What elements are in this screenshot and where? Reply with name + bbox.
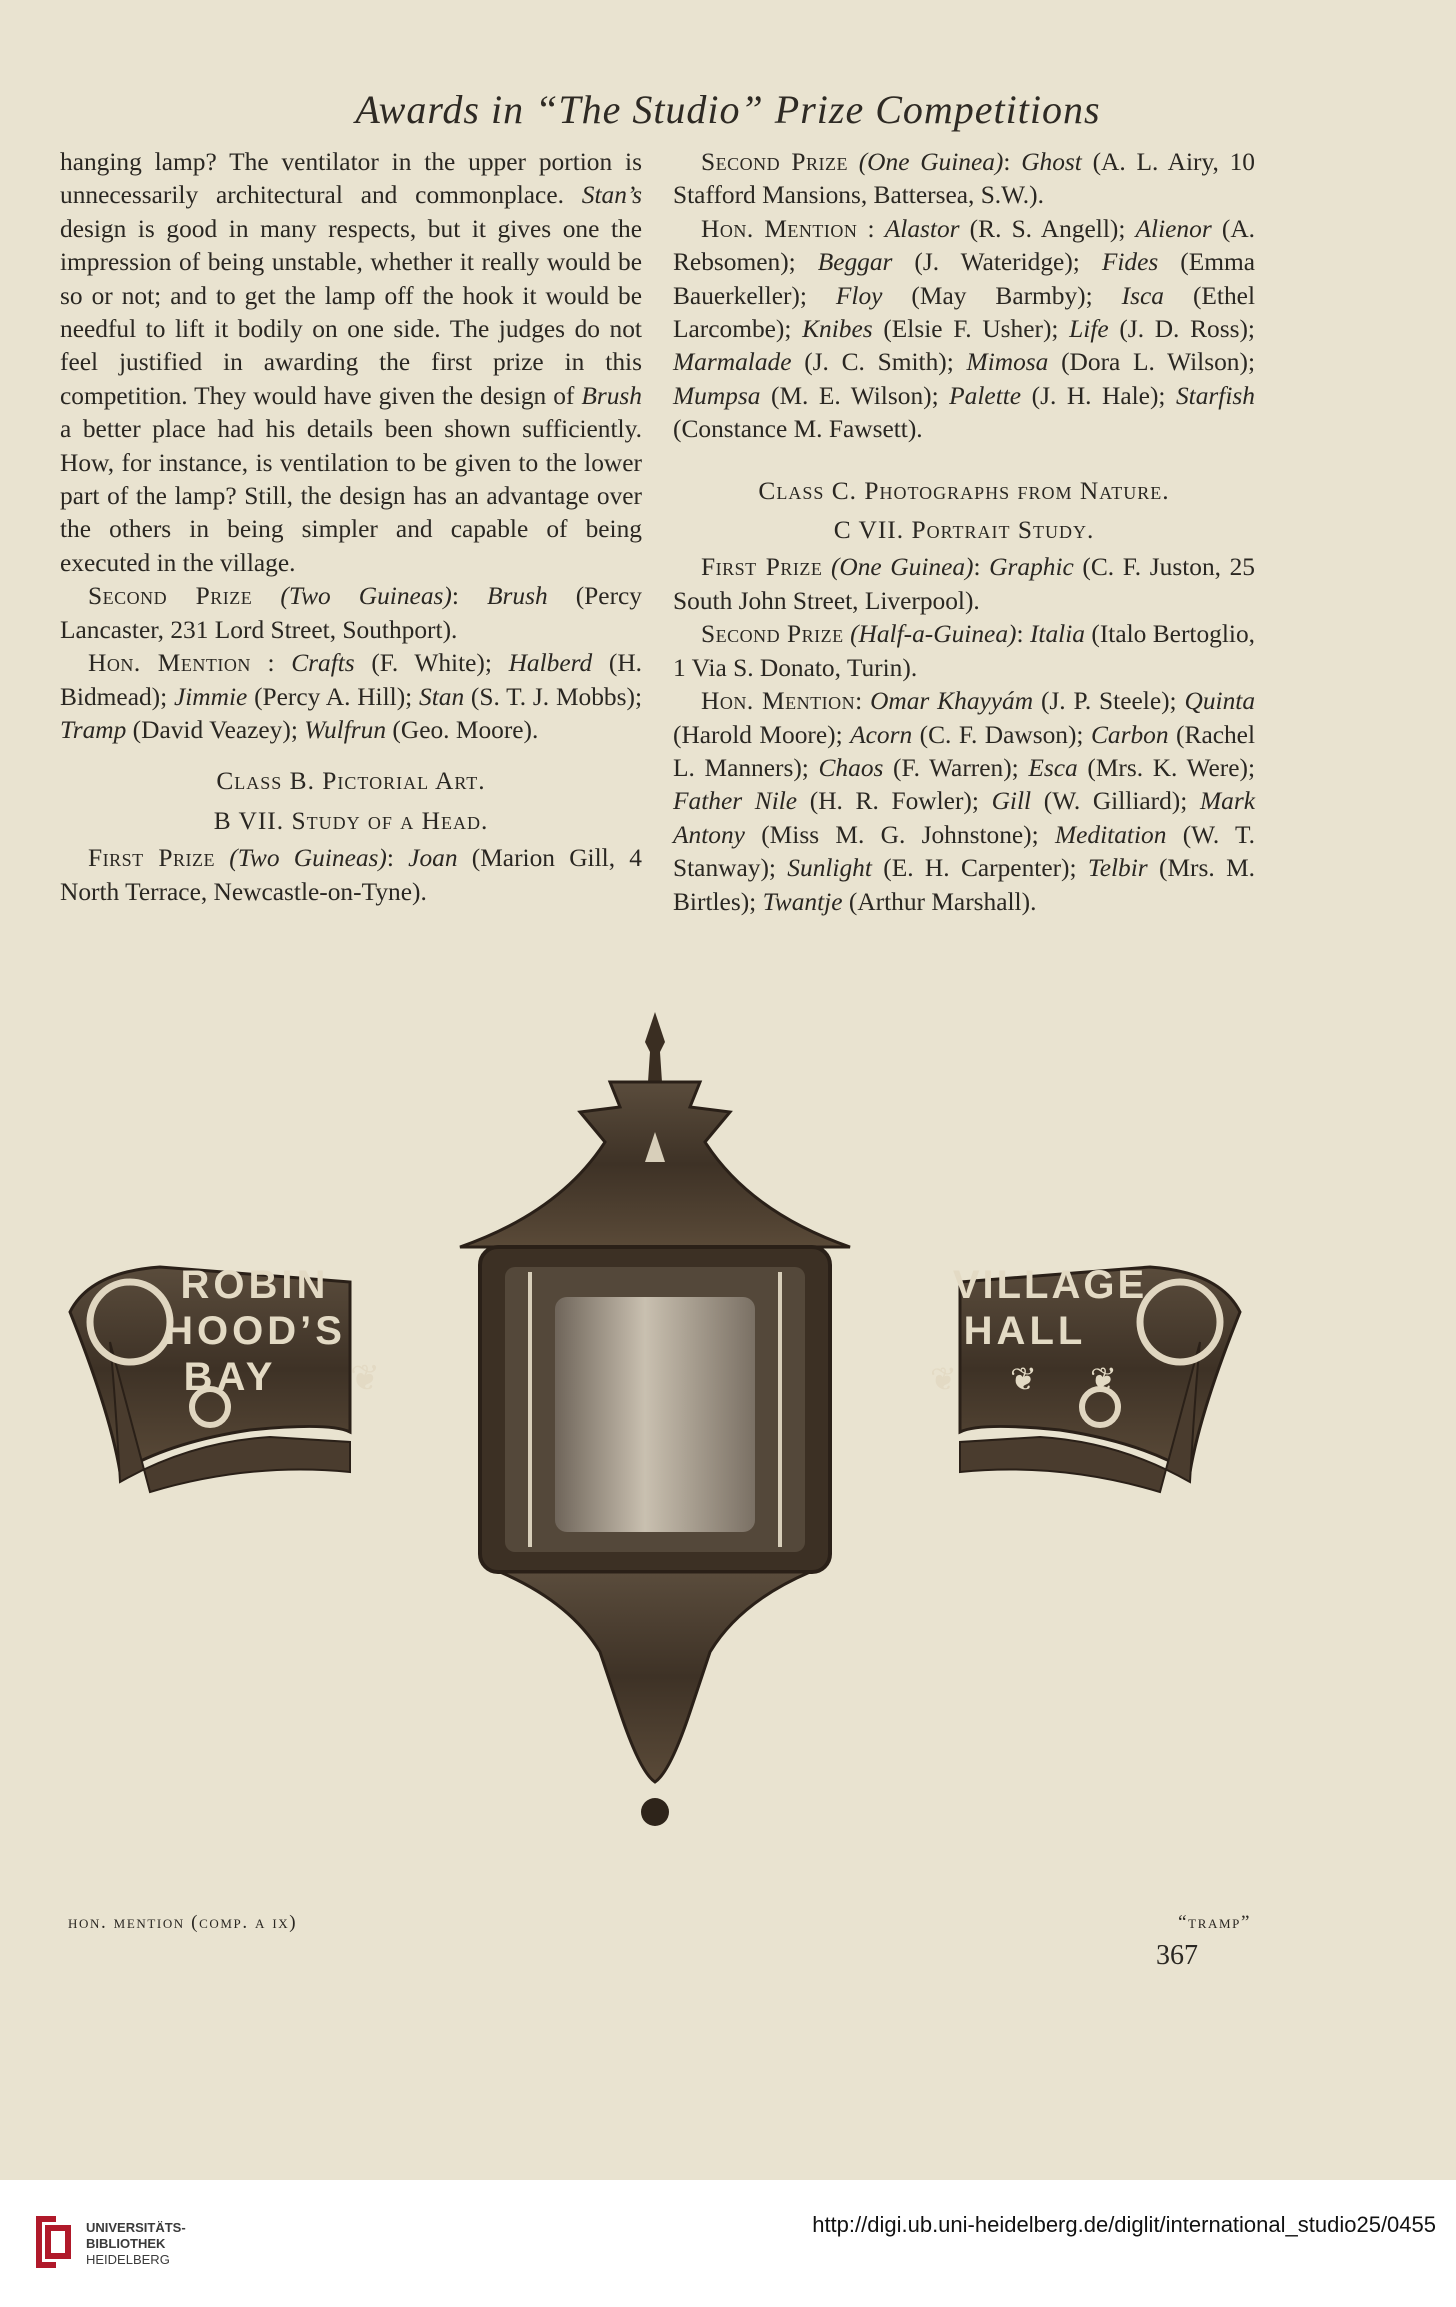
winner-details: (J. D. Ross); (1108, 315, 1255, 344)
svg-text:❦: ❦ (1090, 1360, 1117, 1398)
lamp-glass (555, 1297, 755, 1532)
library-name (86, 2220, 186, 2268)
entry-name: Joan (408, 844, 458, 873)
left-column (60, 146, 642, 909)
page-number: 367 (1156, 1940, 1198, 1971)
winner-details: (M. E. Wilson); (760, 381, 950, 410)
winner-details: (Rachel L. Manners); (673, 720, 1255, 782)
entry-name: Carbon (1090, 720, 1169, 749)
figure-title: “tramp” (1178, 1912, 1251, 1933)
svg-text:❦: ❦ (930, 1360, 957, 1398)
award-label: First Prize (88, 844, 215, 873)
entry-name: Twantje (762, 887, 843, 916)
class-heading: Class B. Pictorial Art. (216, 767, 486, 796)
digitization-footer (0, 2180, 1456, 2307)
award-amount: (Two Guineas) (229, 844, 387, 873)
entry-name: Crafts (291, 649, 355, 678)
award-amount: (One Guinea) (830, 553, 974, 582)
text: design is good in many respects, but it gives one the impression of being unstable, whether it really would be so or not; and to get the lamp off the hook it would be needful to lift it bodily on one side. The judges do not feel justified in awarding the first prize in this competition. They would have given the design of (60, 214, 642, 410)
award-label: Hon. Mention (701, 687, 856, 716)
text: hanging lamp? The ventilator in the upper portion is unnecessarily architectural and commonplace. (60, 148, 642, 210)
entry-name: Palette (949, 381, 1022, 410)
winner-details: (A. Rebsomen); (673, 214, 1256, 277)
entry-name: Halberd (508, 649, 593, 678)
entry-name: Telbir (1087, 854, 1148, 883)
section-heading: C VII. Portrait Study. (833, 516, 1095, 545)
lamp-base (500, 1572, 810, 1782)
winner-details: (C. F. Dawson); (912, 720, 1091, 749)
entry-name: Ghost (1021, 148, 1082, 176)
sign-text-village: VILLAGE (952, 1263, 1148, 1307)
winner-details: (Ethel Larcombe); (673, 281, 1255, 344)
winner-details: (Percy Lancaster, 231 Lord Street, Southport). (60, 582, 642, 644)
entry-name: Starfish (1175, 381, 1255, 410)
award-second-prize: Second Prize (One Guinea): Ghost (A. L. Airy, 10 Stafford Mansions, Battersea, S.W.). (673, 148, 1255, 210)
entry-name: Italia (1029, 620, 1085, 649)
winner-details: (Marion Gill, 4 North Terrace, Newcastle-on-Tyne). (60, 844, 642, 906)
sign-text-hoods: HOOD’S (164, 1309, 346, 1353)
entry-name: Mumpsa (673, 381, 761, 410)
running-head: Awards in “The Studio” Prize Competitions (355, 87, 1101, 132)
winner-details: (David Veazey); (126, 715, 305, 744)
entry-name: Beggar (817, 248, 893, 277)
entry-name: Mark Antony (673, 787, 1255, 849)
entry-name: Alastor (884, 214, 960, 243)
winner-details: (W. T. Stanway); (673, 820, 1255, 883)
winner-details: (Emma Bauerkeller); (673, 248, 1255, 310)
winner-details: (Mrs. K. Were); (1077, 753, 1256, 782)
award-amount: (Two Guineas) (280, 582, 452, 611)
winner-details: (Arthur Marshall). (842, 887, 1037, 916)
entry-name: Esca (1028, 753, 1078, 782)
entry-name: Meditation (1055, 820, 1167, 849)
entry-name: Brush (581, 381, 642, 410)
entry-name: Sunlight (787, 854, 872, 883)
svg-text:❦: ❦ (1010, 1360, 1037, 1398)
award-label: Second Prize (701, 620, 844, 649)
paragraph (60, 146, 642, 580)
winner-details: (Elsie F. Usher); (872, 315, 1070, 344)
text: a better place had his details been shown sufficiently. How, for instance, is ventilation to be given to the lower part of the lamp? Still, the design has an advantage over the others in being simpler and capable of being executed in the village. (60, 415, 642, 577)
winner-details: (J. C. Smith); (791, 348, 967, 377)
entry-name: Father Nile (673, 787, 798, 816)
winner-details: (W. Gilliard); (1031, 787, 1200, 816)
entry-name: Mimosa (966, 348, 1049, 377)
award-label: First Prize (701, 553, 823, 582)
award-second-prize: Second Prize (Half-a-Guinea): Italia (Italo Bertoglio, 1 Via S. Donato, Turin). (673, 620, 1256, 682)
library-name-line: BIBLIOTHEK (86, 2236, 166, 2251)
figure-caption: hon. mention (comp. a ix) (68, 1912, 298, 1933)
entry-name: Knibes (802, 315, 873, 344)
winner-details: (Geo. Moore). (386, 715, 539, 744)
winner-details: (Harold Moore); (673, 720, 851, 749)
entry-name: Stan’s (581, 181, 642, 210)
entry-name: Graphic (989, 553, 1074, 582)
winner-details: (H. R. Fowler); (797, 787, 992, 816)
winner-details: (May Barmby); (882, 281, 1122, 310)
winner-details: (Italo Bertoglio, 1 Via S. Donato, Turin). (673, 620, 1256, 682)
entry-name: Acorn (850, 720, 913, 749)
lamp-finial (645, 1012, 665, 1082)
award-label: Second Prize (701, 148, 848, 176)
entry-name: Chaos (818, 753, 884, 782)
award-label: Hon. Mention (701, 214, 858, 243)
winner-details: (E. H. Carpenter); (871, 854, 1088, 883)
sign-text-robin: ROBIN (180, 1263, 330, 1307)
entry-name: Omar Khayyám (870, 687, 1034, 716)
award-first-prize: First Prize (Two Guineas): Joan (Marion Gill, 4 North Terrace, Newcastle-on-Tyne). (60, 844, 642, 906)
library-logo-icon (30, 2212, 74, 2272)
lamp-drop (641, 1798, 669, 1826)
award-second-prize: Second Prize (Two Guineas): Brush (Percy Lancaster, 231 Lord Street, Southport). (60, 582, 642, 644)
entry-name: Tramp (60, 715, 127, 744)
entry-name: Life (1069, 315, 1109, 344)
entry-name: Fides (1101, 248, 1159, 277)
right-column (673, 146, 1255, 919)
winner-details: (F. White); (354, 649, 509, 678)
award-hon-mention: Hon. Mention : Alastor (R. S. Angell); Alienor (A. Rebsomen); Beggar (J. Wateridge); Fides (Emma Bauerkeller); Floy (May Barmby); Isca (Ethel Larcombe); Knibes (Elsie F. Usher); Life (J. D. Ross); Marmalade (J. C. Smith); Mimosa (Dora L. Wilson); Mumpsa (M. E. Wilson); Palette (J. H. Hale); Starfish (Constance M. Fawsett). (673, 214, 1256, 444)
lamp-illustration (50, 1012, 1260, 1892)
award-amount: (Half-a-Guinea) (850, 620, 1017, 649)
library-name-line: HEIDELBERG (86, 2252, 170, 2267)
entry-name: Brush (486, 582, 548, 611)
award-hon-mention: Hon. Mention: Omar Khayyám (J. P. Steele); Quinta (Harold Moore); Acorn (C. F. Dawson); Carbon (Rachel L. Manners); Chaos (F. Warren); Esca (Mrs. K. Were); Father Nile (H. R. Fowler); Gill (W. Gilliard); Mark Antony (Miss M. G. Johnstone); Meditation (W. T. Stanway); Sunlight (E. H. Carpenter); Telbir (Mrs. M. Birtles); Twantje (Arthur Marshall). (673, 687, 1256, 916)
winner-details: (Miss M. G. Johnstone); (744, 820, 1055, 849)
winner-details: (J. P. Steele); (1033, 687, 1185, 716)
sign-text-bay: BAY (183, 1355, 277, 1399)
sign-text-hall: HALL (963, 1309, 1087, 1353)
award-first-prize: First Prize (One Guinea): Graphic (C. F. Juston, 25 South John Street, Liverpool). (673, 553, 1255, 615)
winner-details: (Constance M. Fawsett). (673, 415, 923, 444)
winner-details: (A. L. Airy, 10 Stafford Mansions, Battersea, S.W.). (673, 148, 1255, 210)
award-label: Second Prize (88, 582, 253, 611)
entry-name: Jimmie (173, 682, 248, 711)
award-amount: (One Guinea) (858, 148, 1004, 176)
winner-details: (F. Warren); (883, 753, 1029, 782)
winner-details: (C. F. Juston, 25 South John Street, Liverpool). (673, 553, 1255, 615)
winner-details: (S. T. J. Mobbs); (464, 682, 642, 711)
winner-details: (Mrs. M. Birtles); (673, 854, 1255, 916)
class-heading: Class C. Photographs from Nature. (758, 476, 1170, 505)
winner-details: (R. S. Angell); (959, 214, 1136, 243)
winner-details: (Dora L. Wilson); (1048, 348, 1255, 377)
source-url-link[interactable]: http://digi.ub.uni-heidelberg.de/diglit/international_studio25/0455 (812, 2212, 1436, 2237)
entry-name: Quinta (1184, 687, 1256, 716)
entry-name: Alienor (1135, 214, 1212, 243)
lamp-roof (460, 1082, 850, 1247)
winner-details: (Percy A. Hill); (247, 682, 419, 711)
library-name-line: UNIVERSITÄTS- (86, 2220, 186, 2235)
winner-details: (J. Wateridge); (892, 248, 1102, 277)
winner-details: (J. H. Hale); (1021, 381, 1176, 410)
entry-name: Wulfrun (304, 715, 387, 744)
award-hon-mention: Hon. Mention : Crafts (F. White); Halberd (H. Bidmead); Jimmie (Percy A. Hill); Stan (S. T. J. Mobbs); Tramp (David Veazey); Wulfrun (Geo. Moore). (60, 649, 643, 744)
entry-name: Isca (1121, 281, 1164, 310)
entry-name: Gill (991, 787, 1032, 816)
svg-text:❦: ❦ (350, 1358, 381, 1399)
entry-name: Stan (419, 682, 465, 711)
entry-name: Marmalade (673, 348, 792, 377)
section-heading: B VII. Study of a Head. (213, 806, 489, 835)
award-label: Hon. Mention (88, 649, 251, 678)
winner-details: (H. Bidmead); (60, 649, 643, 711)
entry-name: Floy (835, 281, 883, 310)
